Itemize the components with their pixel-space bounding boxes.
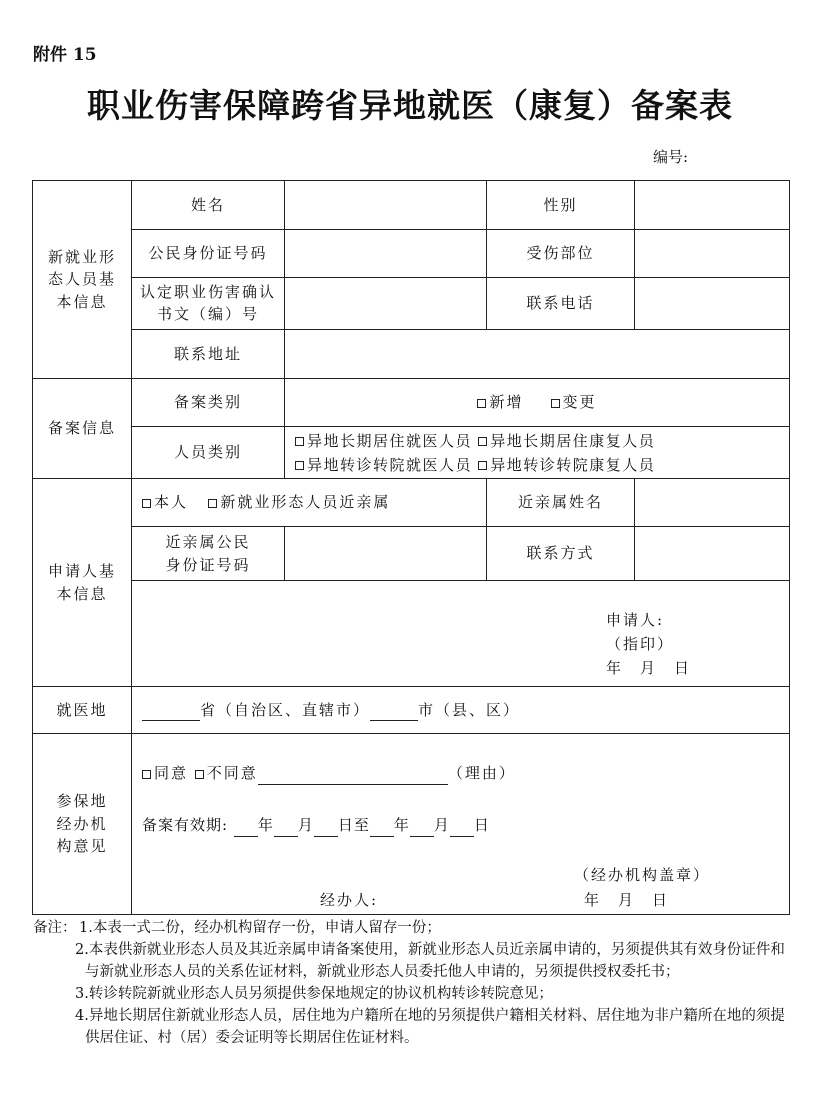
validity-label: 备案有效期: [142,816,229,834]
checkbox-self[interactable] [142,493,188,511]
checkbox-icon [295,461,304,470]
relative-id-field[interactable] [285,527,487,581]
applicant-options [132,479,487,527]
checkbox-relative[interactable] [208,493,390,511]
id-number-label: 公民身份证号码 [132,230,285,278]
location-field[interactable] [132,687,790,734]
checkbox-icon [142,770,151,779]
option-label: 新增 [489,393,524,412]
checkbox-change[interactable] [551,393,597,411]
end-year-blank[interactable] [370,820,394,837]
reason-label: （理由） [447,764,516,782]
relative-name-field[interactable] [635,479,790,527]
relative-id-label: 近亲属公民身份证号码 [132,527,285,581]
note-item: 3.转诊转院新就业形态人员另须提供参保地规定的协议机构转诊转院意见； [75,986,553,1002]
applicant-signature-area[interactable] [132,581,790,687]
applicant-group-label: 申请人基本信息 [33,479,132,687]
checkbox-icon [551,399,560,408]
option-label: 异地转诊转院就医人员 [307,455,473,474]
id-number-field[interactable] [285,230,487,278]
cert-doc-label: 认定职业伤害确认书文（编）号 [132,278,285,330]
handler-label: 经办人: [320,891,379,909]
injury-site-field[interactable] [635,230,790,278]
checkbox-icon [478,461,487,470]
agency-group-label: 参保地经办机构意见 [33,734,132,915]
unit-label: 年 [393,816,410,834]
agency-opinion-area [132,734,790,915]
relative-name-label: 近亲属姓名 [487,479,635,527]
city-blank[interactable] [370,704,418,721]
filing-type-options [285,379,790,427]
checkbox-icon [142,499,151,508]
checkbox-agree[interactable] [142,764,188,782]
unit-label: 月 [433,816,450,834]
injury-site-label: 受伤部位 [487,230,635,278]
basic-info-group-label: 新就业形态人员基本信息 [33,181,132,379]
person-type-label: 人员类别 [132,427,285,479]
checkbox-icon [478,437,487,446]
option-label: 异地转诊转院康复人员 [490,455,656,474]
cert-doc-field[interactable] [285,278,487,330]
gender-field[interactable] [635,181,790,230]
option-label: 不同意 [206,764,258,782]
city-suffix: 市（县、区） [418,700,521,719]
option-label: 新就业形态人员近亲属 [220,493,391,512]
phone-field[interactable] [635,278,790,330]
contact-field[interactable] [635,527,790,581]
unit-label: 日至 [337,816,370,834]
note-item: 1.本表一式二份，经办机构留存一份，申请人留存一份； [79,920,441,936]
name-field[interactable] [285,181,487,230]
checkbox-disagree[interactable] [195,764,258,782]
gender-label: 性别 [487,181,635,230]
notes-label: 备注： [33,920,77,936]
checkbox-transfer-rehab[interactable] [478,456,655,474]
start-day-blank[interactable] [314,820,338,837]
start-year-blank[interactable] [234,820,258,837]
note-item: 2.本表供新就业形态人员及其近亲属申请备案使用，新就业形态人员近亲属申请的，另须提供其有效身份证件和与新就业形态人员的关系佐证材料，新就业形态人员委托他人申请的，另须提供授权委托书； [75,942,785,980]
agency-stamp-label: （经办机构盖章） [574,866,711,884]
person-type-options [285,427,790,479]
reason-blank[interactable] [258,768,448,785]
option-label: 本人 [154,493,189,512]
notes-section [33,917,793,1049]
name-label: 姓名 [132,181,285,230]
contact-label: 联系方式 [487,527,635,581]
phone-label: 联系电话 [487,278,635,330]
filing-type-label: 备案类别 [132,379,285,427]
address-field[interactable] [285,330,790,379]
attachment-label: 附件 15 [33,45,97,65]
checkbox-icon [295,437,304,446]
serial-number-label: 编号: [653,148,689,166]
option-label: 异地长期居住就医人员 [307,431,473,450]
option-label: 同意 [154,764,189,782]
start-month-blank[interactable] [274,820,298,837]
applicant-signer-label: 申请人: [606,611,665,629]
checkbox-icon [195,770,204,779]
option-label: 异地长期居住康复人员 [490,431,656,450]
location-label: 就医地 [33,687,132,734]
page-title: 职业伤害保障跨省异地就医（康复）备案表 [87,86,733,125]
checkbox-transfer-medical[interactable] [295,456,472,474]
checkbox-long-term-medical[interactable] [295,432,472,450]
province-blank[interactable] [142,704,200,721]
address-label: 联系地址 [132,330,285,379]
filing-info-group-label: 备案信息 [33,379,132,479]
filing-form-table [32,180,790,915]
note-item: 4.异地长期居住新就业形态人员，居住地为户籍所在地的另须提供户籍相关材料、居住地为非户籍所在地的须提供居住证、村（居）委会证明等长期居住佐证材料。 [75,1008,785,1046]
option-label: 变更 [562,393,597,412]
end-month-blank[interactable] [410,820,434,837]
checkbox-new[interactable] [477,393,523,411]
checkbox-icon [208,499,217,508]
checkbox-icon [477,399,486,408]
end-day-blank[interactable] [450,820,474,837]
fingerprint-label: （指印） [606,635,675,653]
applicant-date: 年 月 日 [606,659,692,677]
province-suffix: 省（自治区、直辖市） [200,700,371,719]
validity-period [142,814,490,837]
agency-date: 年 月 日 [584,891,670,909]
unit-label: 年 [257,816,274,834]
unit-label: 月 [297,816,314,834]
checkbox-long-term-rehab[interactable] [478,432,655,450]
unit-label: 日 [473,816,490,834]
